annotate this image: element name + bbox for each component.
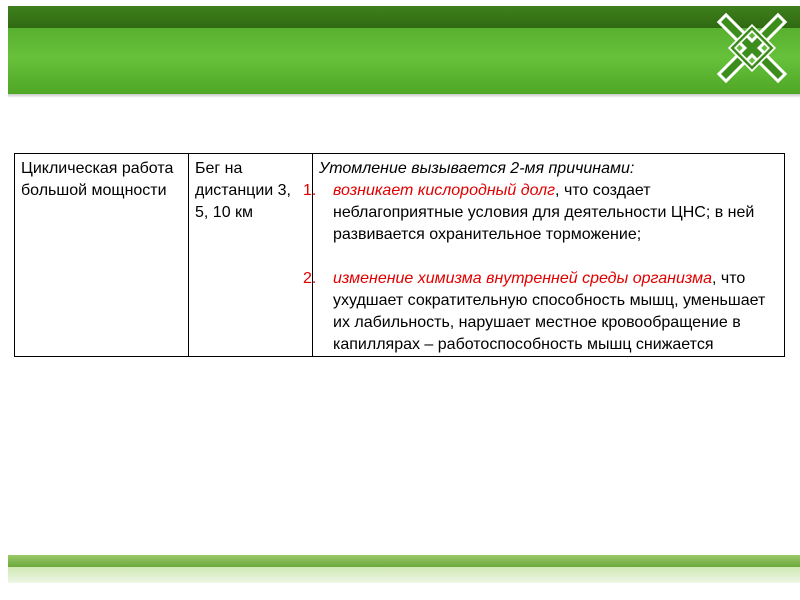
cause-item-2: [303, 268, 779, 356]
cell-fatigue-causes: [303, 154, 785, 357]
footer-band: [8, 555, 800, 585]
content-table: [14, 153, 785, 357]
cause-number-1: 1.: [303, 182, 317, 199]
cause-item-1: [303, 180, 779, 246]
footer-band-light-stripe: [8, 567, 800, 583]
header-band-light-stripe: [8, 28, 800, 94]
spacer: [319, 246, 779, 268]
cause-text-2: , что ухудшает сократительную способность мышц, уменьшает их лабильность, нарушает местное кровообращение в капиллярах – работоспособность мышц снижается: [333, 270, 766, 353]
header-band-dark-stripe: [8, 6, 800, 28]
table-row: [15, 154, 785, 357]
cell-distance: Бег на дистанции 3, 5, 10 км: [189, 154, 313, 357]
cause-highlight-2: изменение химизма внутренней среды организма: [333, 270, 712, 287]
cell-work-type: Циклическая работа большой мощности: [15, 154, 189, 357]
interlaced-x-knot-icon: [716, 8, 788, 88]
header-band: [0, 0, 800, 98]
fatigue-heading: Утомление вызывается 2-мя причинами:: [319, 160, 635, 177]
cause-number-2: 2.: [303, 270, 317, 287]
cause-highlight-1: возникает кислородный долг: [333, 182, 556, 199]
header-band-shadow: [8, 94, 800, 98]
cause-text-1: , что создает неблагоприятные условия для деятельности ЦНС; в ней развивается охранительное торможение;: [333, 182, 755, 243]
footer-band-dark-stripe: [8, 555, 800, 567]
